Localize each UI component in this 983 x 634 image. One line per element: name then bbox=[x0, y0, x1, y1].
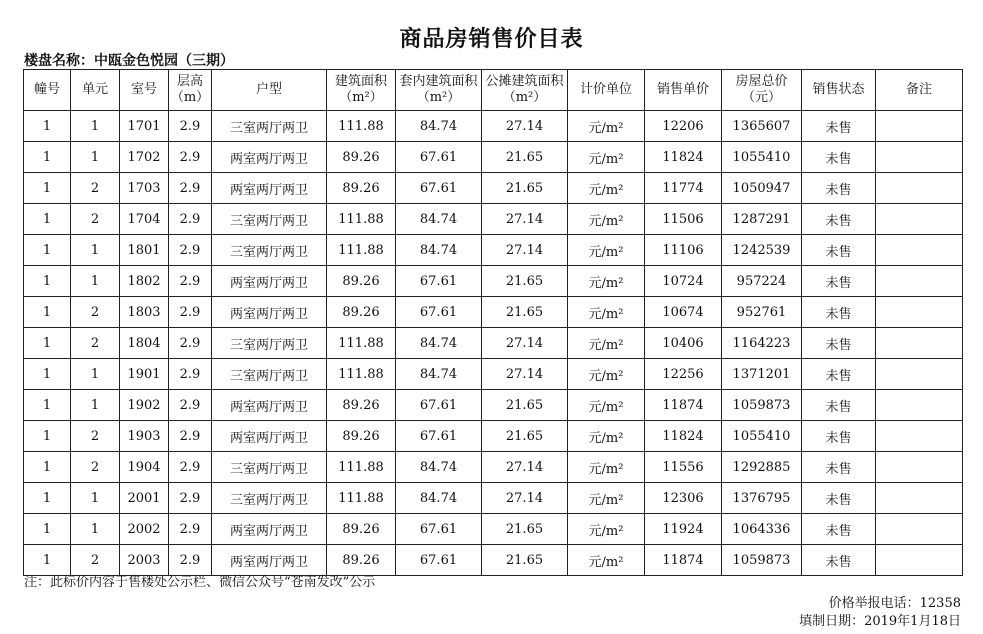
floor-height-cell: 2.9 bbox=[169, 359, 212, 390]
room-cell: 1701 bbox=[120, 111, 169, 142]
column-header: 备注 bbox=[876, 70, 963, 111]
unit-cell: 1 bbox=[71, 111, 120, 142]
remark-cell bbox=[876, 421, 963, 452]
price-unit-cell: 元/m² bbox=[568, 173, 645, 204]
layout-cell: 两室两厅两卫 bbox=[212, 297, 327, 328]
price-unit-cell: 元/m² bbox=[568, 111, 645, 142]
unit-price-cell: 12306 bbox=[645, 483, 722, 514]
table-row bbox=[24, 359, 963, 390]
total-price-cell: 952761 bbox=[722, 297, 802, 328]
unit-cell: 2 bbox=[71, 204, 120, 235]
inner-area-cell: 67.61 bbox=[396, 142, 482, 173]
table-row bbox=[24, 111, 963, 142]
total-price-cell: 1376795 bbox=[722, 483, 802, 514]
total-price-cell: 1371201 bbox=[722, 359, 802, 390]
shared-area-cell: 27.14 bbox=[482, 235, 568, 266]
column-header: 户型 bbox=[212, 70, 327, 111]
layout-cell: 两室两厅两卫 bbox=[212, 545, 327, 576]
fill-date: 填制日期：2019年1月18日 bbox=[799, 614, 961, 629]
layout-cell: 三室两厅两卫 bbox=[212, 235, 327, 266]
unit-price-cell: 11824 bbox=[645, 142, 722, 173]
column-header: 套内建筑面积（m²） bbox=[396, 70, 482, 111]
remark-cell bbox=[876, 545, 963, 576]
floor-height-cell: 2.9 bbox=[169, 483, 212, 514]
total-price-cell: 1365607 bbox=[722, 111, 802, 142]
table-row bbox=[24, 204, 963, 235]
floor-height-cell: 2.9 bbox=[169, 173, 212, 204]
unit-price-cell: 11874 bbox=[645, 390, 722, 421]
price-unit-cell: 元/m² bbox=[568, 452, 645, 483]
remark-cell bbox=[876, 235, 963, 266]
inner-area-cell: 84.74 bbox=[396, 452, 482, 483]
unit-price-cell: 12256 bbox=[645, 359, 722, 390]
gross-area-cell: 89.26 bbox=[327, 297, 396, 328]
remark-cell bbox=[876, 173, 963, 204]
column-header: 室号 bbox=[120, 70, 169, 111]
gross-area-cell: 111.88 bbox=[327, 359, 396, 390]
layout-cell: 两室两厅两卫 bbox=[212, 142, 327, 173]
unit-price-cell: 10406 bbox=[645, 328, 722, 359]
inner-area-cell: 67.61 bbox=[396, 173, 482, 204]
total-price-cell: 1164223 bbox=[722, 328, 802, 359]
remark-cell bbox=[876, 111, 963, 142]
inner-area-cell: 84.74 bbox=[396, 111, 482, 142]
sale-status-cell: 未售 bbox=[802, 235, 876, 266]
building-cell: 1 bbox=[24, 421, 71, 452]
gross-area-cell: 111.88 bbox=[327, 204, 396, 235]
room-cell: 1902 bbox=[120, 390, 169, 421]
total-price-cell: 1055410 bbox=[722, 142, 802, 173]
inner-area-cell: 67.61 bbox=[396, 390, 482, 421]
remark-cell bbox=[876, 297, 963, 328]
total-price-cell: 1055410 bbox=[722, 421, 802, 452]
gross-area-cell: 111.88 bbox=[327, 235, 396, 266]
remark-cell bbox=[876, 142, 963, 173]
unit-cell: 2 bbox=[71, 421, 120, 452]
page-title: 商品房销售价目表 bbox=[399, 27, 584, 52]
table-row bbox=[24, 421, 963, 452]
unit-cell: 2 bbox=[71, 297, 120, 328]
unit-price-cell: 10724 bbox=[645, 266, 722, 297]
unit-price-cell: 11106 bbox=[645, 235, 722, 266]
price-unit-cell: 元/m² bbox=[568, 266, 645, 297]
price-table bbox=[23, 69, 963, 576]
shared-area-cell: 27.14 bbox=[482, 359, 568, 390]
layout-cell: 三室两厅两卫 bbox=[212, 483, 327, 514]
total-price-cell: 1050947 bbox=[722, 173, 802, 204]
total-price-cell: 1292885 bbox=[722, 452, 802, 483]
column-header: 房屋总价（元） bbox=[722, 70, 802, 111]
floor-height-cell: 2.9 bbox=[169, 545, 212, 576]
room-cell: 1802 bbox=[120, 266, 169, 297]
price-unit-cell: 元/m² bbox=[568, 328, 645, 359]
remark-cell bbox=[876, 328, 963, 359]
shared-area-cell: 21.65 bbox=[482, 173, 568, 204]
layout-cell: 两室两厅两卫 bbox=[212, 421, 327, 452]
gross-area-cell: 89.26 bbox=[327, 142, 396, 173]
inner-area-cell: 67.61 bbox=[396, 266, 482, 297]
floor-height-cell: 2.9 bbox=[169, 390, 212, 421]
price-unit-cell: 元/m² bbox=[568, 514, 645, 545]
column-header: 计价单位 bbox=[568, 70, 645, 111]
price-unit-cell: 元/m² bbox=[568, 142, 645, 173]
inner-area-cell: 67.61 bbox=[396, 421, 482, 452]
column-header: 公摊建筑面积（m²） bbox=[482, 70, 568, 111]
total-price-cell: 1059873 bbox=[722, 545, 802, 576]
shared-area-cell: 21.65 bbox=[482, 545, 568, 576]
inner-area-cell: 84.74 bbox=[396, 328, 482, 359]
sale-status-cell: 未售 bbox=[802, 545, 876, 576]
gross-area-cell: 89.26 bbox=[327, 390, 396, 421]
total-price-cell: 1242539 bbox=[722, 235, 802, 266]
table-row bbox=[24, 142, 963, 173]
building-cell: 1 bbox=[24, 142, 71, 173]
price-unit-cell: 元/m² bbox=[568, 545, 645, 576]
inner-area-cell: 84.74 bbox=[396, 235, 482, 266]
sale-status-cell: 未售 bbox=[802, 390, 876, 421]
unit-cell: 2 bbox=[71, 545, 120, 576]
unit-cell: 2 bbox=[71, 328, 120, 359]
shared-area-cell: 27.14 bbox=[482, 111, 568, 142]
sale-status-cell: 未售 bbox=[802, 297, 876, 328]
gross-area-cell: 111.88 bbox=[327, 111, 396, 142]
room-cell: 2001 bbox=[120, 483, 169, 514]
layout-cell: 三室两厅两卫 bbox=[212, 204, 327, 235]
table-row bbox=[24, 483, 963, 514]
layout-cell: 三室两厅两卫 bbox=[212, 359, 327, 390]
shared-area-cell: 27.14 bbox=[482, 328, 568, 359]
floor-height-cell: 2.9 bbox=[169, 111, 212, 142]
table-row bbox=[24, 328, 963, 359]
price-hotline: 价格举报电话：12358 bbox=[828, 596, 961, 611]
table-row bbox=[24, 297, 963, 328]
floor-height-cell: 2.9 bbox=[169, 235, 212, 266]
table-row bbox=[24, 266, 963, 297]
inner-area-cell: 84.74 bbox=[396, 204, 482, 235]
building-cell: 1 bbox=[24, 390, 71, 421]
sale-status-cell: 未售 bbox=[802, 111, 876, 142]
room-cell: 1702 bbox=[120, 142, 169, 173]
building-cell: 1 bbox=[24, 204, 71, 235]
price-unit-cell: 元/m² bbox=[568, 359, 645, 390]
shared-area-cell: 21.65 bbox=[482, 266, 568, 297]
gross-area-cell: 111.88 bbox=[327, 328, 396, 359]
project-name: 楼盘名称：中瓯金色悦园（三期） bbox=[24, 53, 234, 69]
shared-area-cell: 27.14 bbox=[482, 483, 568, 514]
unit-cell: 1 bbox=[71, 266, 120, 297]
gross-area-cell: 89.26 bbox=[327, 421, 396, 452]
unit-price-cell: 11556 bbox=[645, 452, 722, 483]
remark-cell bbox=[876, 266, 963, 297]
floor-height-cell: 2.9 bbox=[169, 142, 212, 173]
remark-cell bbox=[876, 359, 963, 390]
room-cell: 1901 bbox=[120, 359, 169, 390]
building-cell: 1 bbox=[24, 111, 71, 142]
unit-cell: 1 bbox=[71, 359, 120, 390]
building-cell: 1 bbox=[24, 359, 71, 390]
price-unit-cell: 元/m² bbox=[568, 204, 645, 235]
room-cell: 1803 bbox=[120, 297, 169, 328]
unit-cell: 1 bbox=[71, 390, 120, 421]
remark-cell bbox=[876, 204, 963, 235]
unit-cell: 1 bbox=[71, 514, 120, 545]
total-price-cell: 957224 bbox=[722, 266, 802, 297]
layout-cell: 两室两厅两卫 bbox=[212, 514, 327, 545]
shared-area-cell: 21.65 bbox=[482, 297, 568, 328]
building-cell: 1 bbox=[24, 514, 71, 545]
sale-status-cell: 未售 bbox=[802, 204, 876, 235]
shared-area-cell: 27.14 bbox=[482, 204, 568, 235]
inner-area-cell: 67.61 bbox=[396, 514, 482, 545]
gross-area-cell: 89.26 bbox=[327, 545, 396, 576]
table-row bbox=[24, 452, 963, 483]
total-price-cell: 1059873 bbox=[722, 390, 802, 421]
sale-status-cell: 未售 bbox=[802, 266, 876, 297]
sale-status-cell: 未售 bbox=[802, 483, 876, 514]
room-cell: 1704 bbox=[120, 204, 169, 235]
table-row bbox=[24, 514, 963, 545]
room-cell: 1804 bbox=[120, 328, 169, 359]
sale-status-cell: 未售 bbox=[802, 452, 876, 483]
sale-status-cell: 未售 bbox=[802, 359, 876, 390]
gross-area-cell: 89.26 bbox=[327, 173, 396, 204]
gross-area-cell: 111.88 bbox=[327, 452, 396, 483]
unit-price-cell: 11774 bbox=[645, 173, 722, 204]
layout-cell: 三室两厅两卫 bbox=[212, 452, 327, 483]
floor-height-cell: 2.9 bbox=[169, 266, 212, 297]
inner-area-cell: 84.74 bbox=[396, 359, 482, 390]
layout-cell: 三室两厅两卫 bbox=[212, 328, 327, 359]
unit-cell: 2 bbox=[71, 173, 120, 204]
shared-area-cell: 21.65 bbox=[482, 390, 568, 421]
room-cell: 1801 bbox=[120, 235, 169, 266]
sale-status-cell: 未售 bbox=[802, 173, 876, 204]
total-price-cell: 1287291 bbox=[722, 204, 802, 235]
building-cell: 1 bbox=[24, 173, 71, 204]
floor-height-cell: 2.9 bbox=[169, 514, 212, 545]
floor-height-cell: 2.9 bbox=[169, 204, 212, 235]
sale-status-cell: 未售 bbox=[802, 421, 876, 452]
floor-height-cell: 2.9 bbox=[169, 297, 212, 328]
unit-price-cell: 11874 bbox=[645, 545, 722, 576]
room-cell: 1904 bbox=[120, 452, 169, 483]
column-header: 销售单价 bbox=[645, 70, 722, 111]
inner-area-cell: 67.61 bbox=[396, 297, 482, 328]
unit-cell: 2 bbox=[71, 452, 120, 483]
column-header: 销售状态 bbox=[802, 70, 876, 111]
room-cell: 2003 bbox=[120, 545, 169, 576]
shared-area-cell: 21.65 bbox=[482, 421, 568, 452]
unit-price-cell: 11506 bbox=[645, 204, 722, 235]
layout-cell: 两室两厅两卫 bbox=[212, 390, 327, 421]
inner-area-cell: 67.61 bbox=[396, 545, 482, 576]
price-unit-cell: 元/m² bbox=[568, 235, 645, 266]
price-unit-cell: 元/m² bbox=[568, 390, 645, 421]
shared-area-cell: 27.14 bbox=[482, 452, 568, 483]
remark-cell bbox=[876, 452, 963, 483]
gross-area-cell: 111.88 bbox=[327, 483, 396, 514]
building-cell: 1 bbox=[24, 235, 71, 266]
column-header: 层高（m） bbox=[169, 70, 212, 111]
layout-cell: 两室两厅两卫 bbox=[212, 173, 327, 204]
unit-cell: 1 bbox=[71, 235, 120, 266]
price-unit-cell: 元/m² bbox=[568, 297, 645, 328]
floor-height-cell: 2.9 bbox=[169, 421, 212, 452]
table-body bbox=[24, 111, 963, 576]
inner-area-cell: 84.74 bbox=[396, 483, 482, 514]
remark-cell bbox=[876, 483, 963, 514]
unit-cell: 1 bbox=[71, 142, 120, 173]
building-cell: 1 bbox=[24, 545, 71, 576]
shared-area-cell: 21.65 bbox=[482, 514, 568, 545]
table-row bbox=[24, 235, 963, 266]
unit-cell: 1 bbox=[71, 483, 120, 514]
floor-height-cell: 2.9 bbox=[169, 328, 212, 359]
remark-cell bbox=[876, 390, 963, 421]
column-header: 单元 bbox=[71, 70, 120, 111]
building-cell: 1 bbox=[24, 328, 71, 359]
building-cell: 1 bbox=[24, 483, 71, 514]
column-header: 幢号 bbox=[24, 70, 71, 111]
gross-area-cell: 89.26 bbox=[327, 514, 396, 545]
table-row bbox=[24, 173, 963, 204]
price-unit-cell: 元/m² bbox=[568, 421, 645, 452]
unit-price-cell: 11824 bbox=[645, 421, 722, 452]
gross-area-cell: 89.26 bbox=[327, 266, 396, 297]
price-unit-cell: 元/m² bbox=[568, 483, 645, 514]
room-cell: 1703 bbox=[120, 173, 169, 204]
layout-cell: 三室两厅两卫 bbox=[212, 111, 327, 142]
unit-price-cell: 11924 bbox=[645, 514, 722, 545]
building-cell: 1 bbox=[24, 297, 71, 328]
footnote: 注：此标价内容于售楼处公示栏、微信公众号“苍南发改”公示 bbox=[24, 575, 376, 590]
sale-status-cell: 未售 bbox=[802, 328, 876, 359]
room-cell: 1903 bbox=[120, 421, 169, 452]
building-cell: 1 bbox=[24, 266, 71, 297]
sale-status-cell: 未售 bbox=[802, 514, 876, 545]
layout-cell: 两室两厅两卫 bbox=[212, 266, 327, 297]
unit-price-cell: 10674 bbox=[645, 297, 722, 328]
remark-cell bbox=[876, 514, 963, 545]
column-header: 建筑面积（m²） bbox=[327, 70, 396, 111]
unit-price-cell: 12206 bbox=[645, 111, 722, 142]
shared-area-cell: 21.65 bbox=[482, 142, 568, 173]
building-cell: 1 bbox=[24, 452, 71, 483]
table-row bbox=[24, 390, 963, 421]
room-cell: 2002 bbox=[120, 514, 169, 545]
floor-height-cell: 2.9 bbox=[169, 452, 212, 483]
total-price-cell: 1064336 bbox=[722, 514, 802, 545]
table-header-row bbox=[24, 70, 963, 111]
sale-status-cell: 未售 bbox=[802, 142, 876, 173]
